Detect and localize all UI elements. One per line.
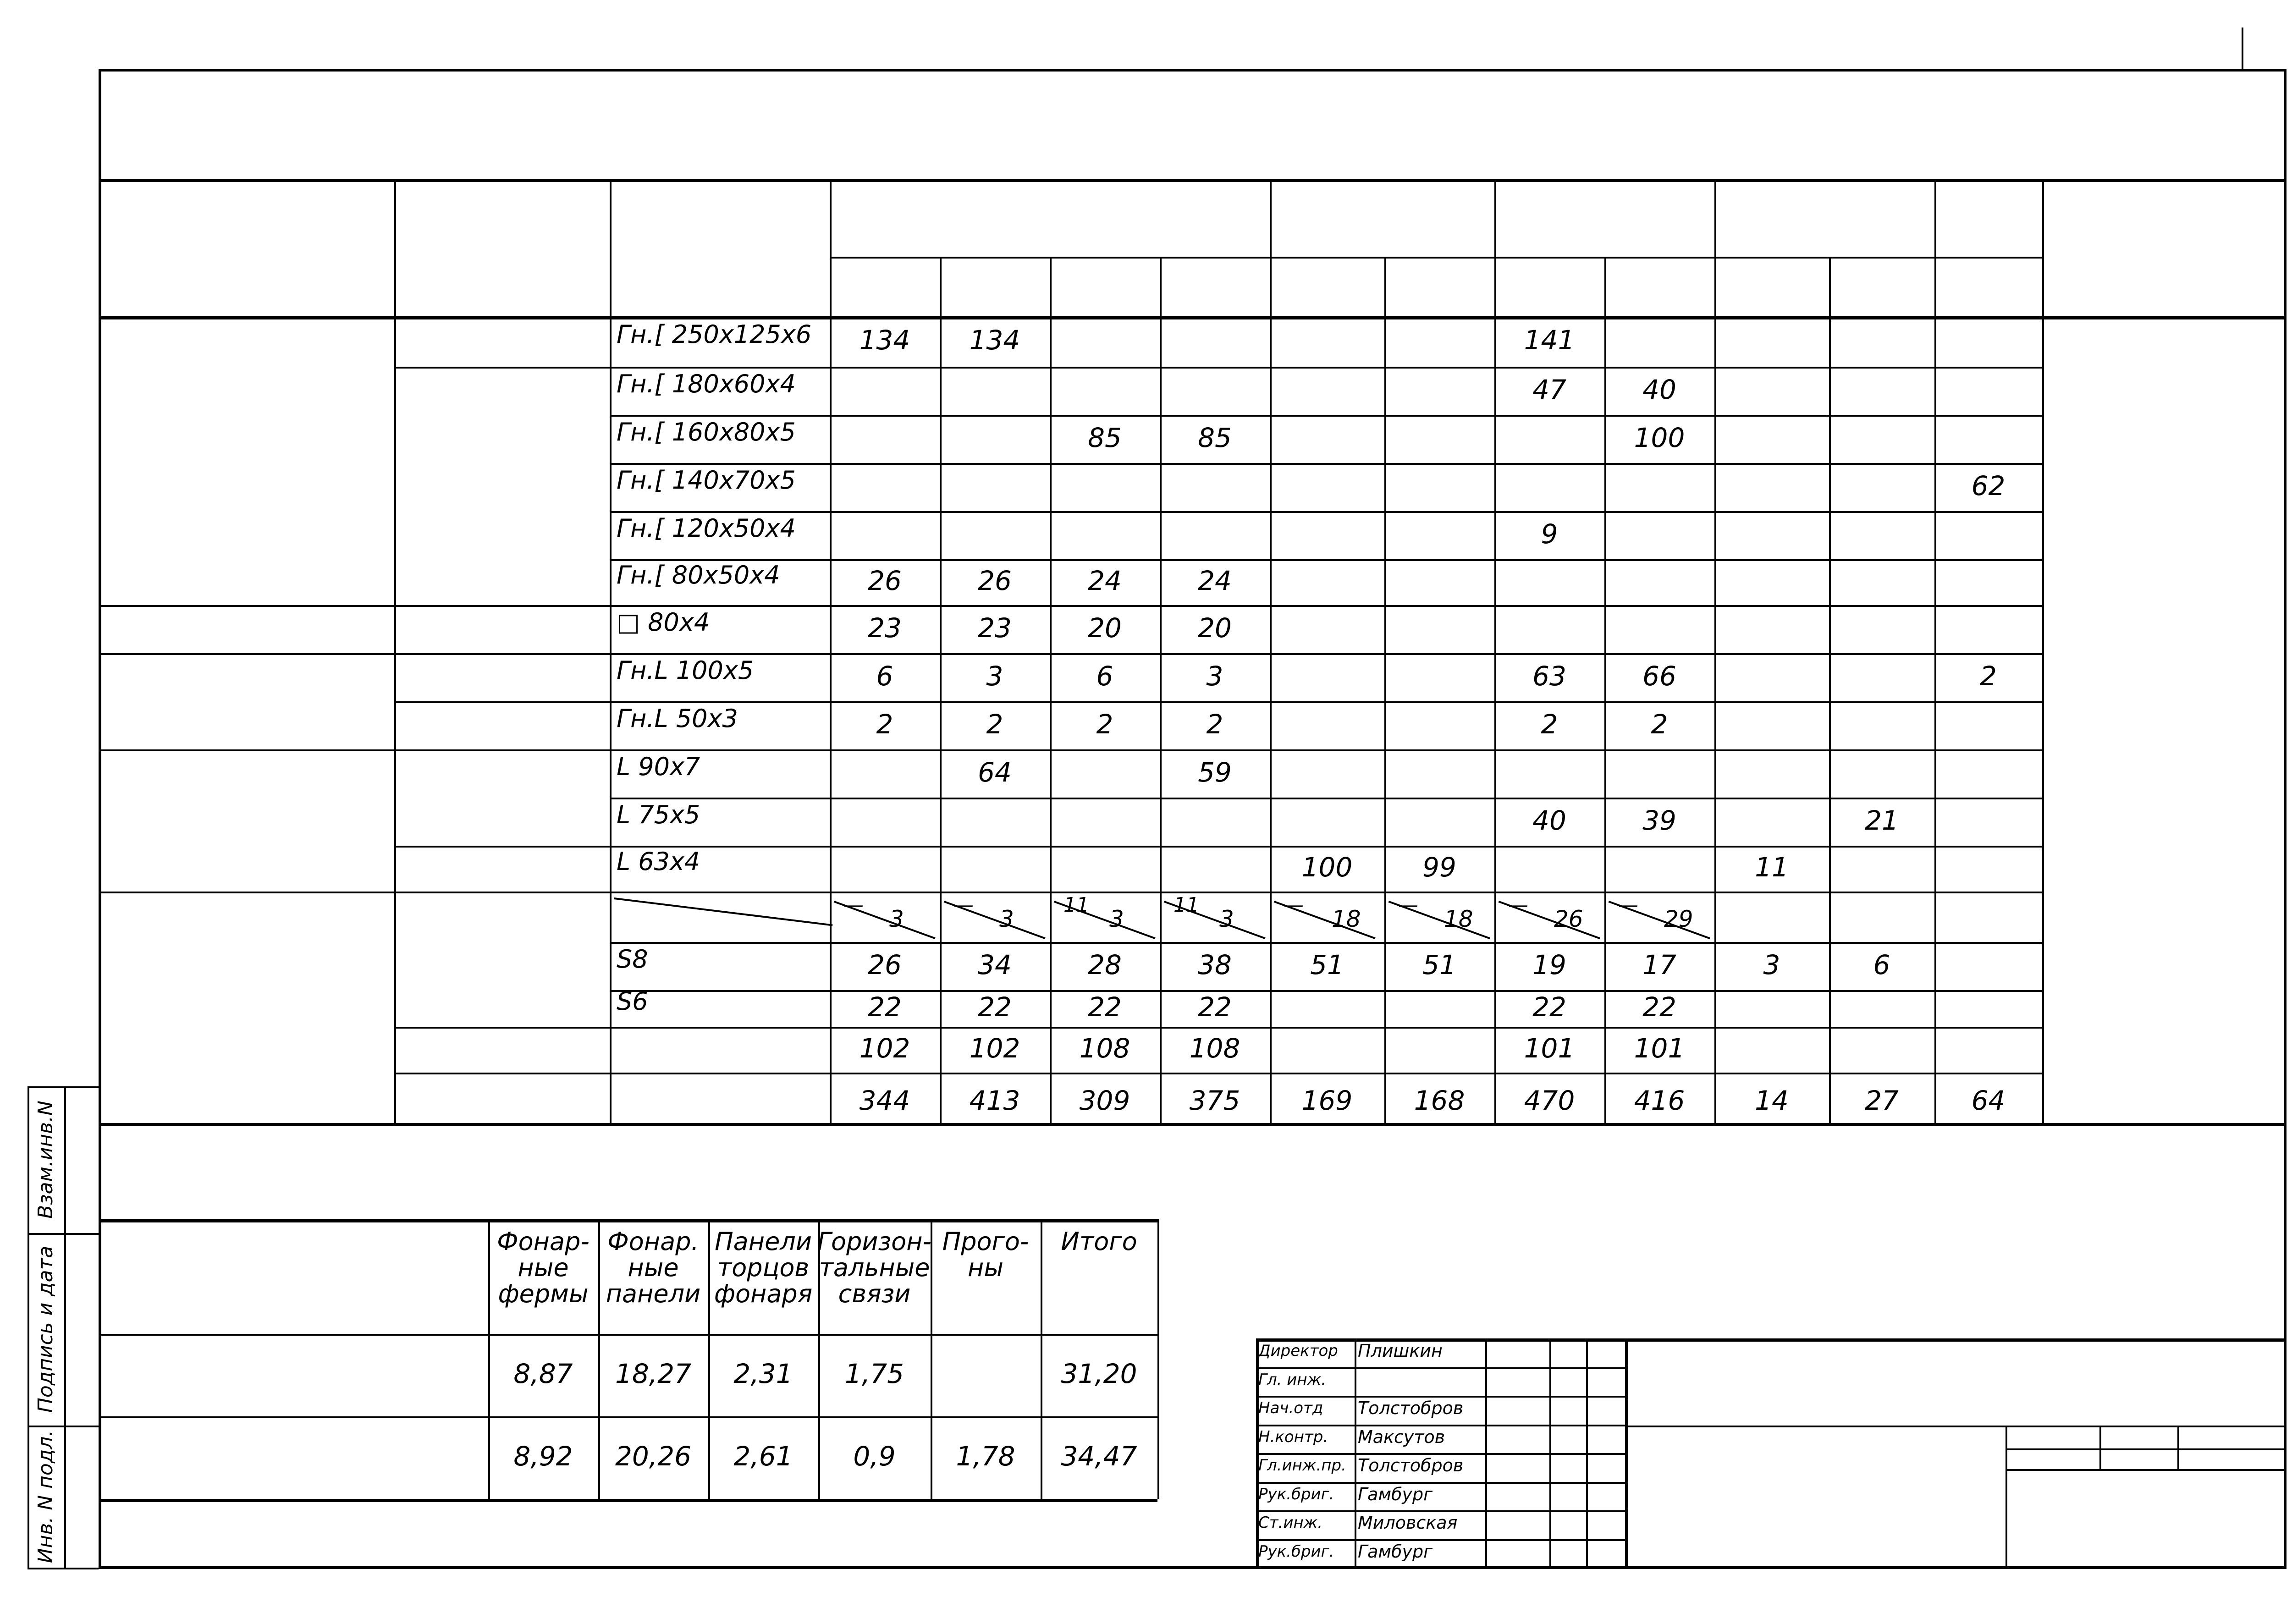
spec-vline-sub-2 — [1160, 257, 1162, 1123]
spec-vline-main-2 — [830, 179, 832, 1123]
spec-vline-sub-1 — [1050, 257, 1052, 1123]
spec-vline-sub-4 — [1714, 257, 1716, 1123]
corner-tick — [2242, 28, 2243, 69]
side-strip-bottom — [28, 1568, 99, 1569]
value-cell: 3 — [1763, 949, 1780, 980]
value-cell: 23 — [978, 612, 1012, 644]
stamp-role: Нач.отд — [1258, 1399, 1323, 1417]
s20-mark: — — [1398, 893, 1418, 917]
rashod-col-header: Панели торцов фонаря — [714, 1227, 813, 1309]
value-cell: 40 — [1532, 804, 1566, 836]
spec-vline-ff-0 — [1270, 257, 1272, 1123]
profile-cell: Гн.[ 160х80х5 — [617, 417, 796, 446]
value-cell: 108 — [1079, 1033, 1130, 1064]
spec-vline-sub-3 — [1494, 257, 1496, 1123]
profile-cell: L 90х7 — [617, 752, 700, 781]
profile-cell: Гн.L 50х3 — [617, 704, 738, 733]
stamp-row-line — [1256, 1396, 1625, 1398]
value-cell: 22 — [1198, 991, 1232, 1023]
itogo-cell: 14 — [1755, 1085, 1789, 1116]
spec-subheader-line — [830, 257, 2042, 259]
spec-row-line-14 — [610, 1027, 2042, 1029]
s20-mark: — — [1508, 893, 1528, 917]
stamp-role: Рук.бриг. — [1258, 1542, 1334, 1561]
value-cell: 29 — [1664, 906, 1693, 932]
rashod-value: 20,26 — [615, 1441, 692, 1472]
value-cell: 23 — [868, 612, 902, 644]
value-cell: 24 — [1088, 565, 1122, 596]
spec-body-top-line — [99, 316, 2286, 319]
value-cell: 40 — [1642, 374, 1676, 405]
drawing-frame — [99, 69, 2286, 1569]
stamp-row-line — [1256, 1367, 1625, 1369]
rashod-vline-6 — [1157, 1219, 1159, 1499]
stamp-role: Директор — [1258, 1342, 1338, 1360]
rashod-vline-2 — [708, 1219, 710, 1499]
value-cell: 22 — [868, 991, 902, 1023]
value-cell: 62 — [1971, 470, 2006, 501]
spec-mark-line-1 — [394, 701, 610, 703]
value-cell: 3 — [999, 906, 1014, 932]
value-cell: 6 — [1873, 949, 1890, 980]
s20-mark: — — [1284, 893, 1304, 917]
spec-vline-top-1 — [1494, 179, 1496, 257]
rashod-value: 8,92 — [513, 1441, 573, 1472]
profile-cell: Гн.L 100х5 — [617, 655, 754, 685]
itogo-cell: 416 — [1634, 1085, 1685, 1116]
stamp-stadia-line — [2006, 1448, 2286, 1450]
spec-vline-main-0 — [394, 179, 396, 1123]
value-cell: 85 — [1198, 422, 1232, 453]
value-cell: 101 — [1524, 1033, 1575, 1064]
value-cell: 26 — [868, 565, 902, 596]
spec-row-line-0 — [610, 367, 2042, 369]
spec-group-line-2 — [99, 749, 610, 751]
spec-vline-mid-0 — [1384, 257, 1386, 1123]
rashod-value: 18,27 — [615, 1358, 692, 1389]
spec-row-line-10 — [610, 846, 2042, 848]
value-cell: 3 — [1219, 906, 1234, 932]
value-cell: 100 — [1301, 852, 1353, 883]
spec-vline-sub-5 — [1934, 257, 1936, 1123]
profile-cell: Гн.[ 140х70х5 — [617, 465, 796, 495]
itogo-cell: 344 — [859, 1085, 910, 1116]
value-cell: 20 — [1088, 612, 1122, 644]
spec-row-line-5 — [610, 605, 2042, 607]
spec-vline-top-3 — [1934, 179, 1936, 257]
stamp-name: Гамбург — [1358, 1484, 1433, 1504]
side-label-podpis: Подпись и дата — [34, 1245, 57, 1413]
value-cell: 2 — [876, 708, 893, 740]
rashod-col-header: Горизон- тальные связи — [817, 1227, 932, 1309]
spec-vline-main-3 — [2042, 179, 2044, 1123]
value-cell: 26 — [1554, 906, 1583, 932]
value-cell: 63 — [1532, 660, 1566, 692]
rashod-value: 0,9 — [853, 1441, 896, 1472]
profile-cell: Гн.[ 250х125х6 — [617, 320, 812, 349]
stamp-v-3 — [2177, 1426, 2179, 1469]
spec-row-line-8 — [610, 749, 2042, 751]
spec-group-line-3 — [99, 892, 610, 893]
rashod-value: 2,61 — [733, 1441, 793, 1472]
spec-vline-mid-1 — [1604, 257, 1606, 1123]
spec-bottom-line — [99, 1123, 2286, 1126]
side-strip-top — [28, 1086, 99, 1088]
value-cell: 24 — [1198, 565, 1232, 596]
stamp-role: Н.контр. — [1258, 1427, 1328, 1446]
title-underline — [99, 179, 2286, 182]
value-cell: 108 — [1189, 1033, 1240, 1064]
value-cell: 64 — [978, 756, 1012, 788]
value-cell: 22 — [1088, 991, 1122, 1023]
value-cell: 11 — [1755, 852, 1789, 883]
stamp-org-line — [2006, 1469, 2286, 1471]
side-strip-mid — [64, 1086, 66, 1568]
rashod-vline-5 — [1041, 1219, 1042, 1499]
value-cell: 38 — [1198, 949, 1232, 980]
s20-mark: — — [843, 893, 864, 917]
spec-group-line-0 — [99, 605, 610, 607]
stamp-row-line — [1256, 1453, 1625, 1455]
value-cell: 26 — [868, 949, 902, 980]
rashod-row-line-0 — [99, 1334, 1157, 1336]
side-strip-line — [28, 1086, 29, 1568]
stamp-sep-line — [1625, 1338, 1628, 1568]
itogo-cell: 470 — [1524, 1085, 1575, 1116]
value-cell: 18 — [1444, 906, 1473, 932]
spec-row-line-1 — [610, 415, 2042, 417]
spec-group-line-1 — [99, 653, 610, 655]
spec-mark-line-0 — [394, 367, 610, 369]
rashod-col-header: Итого — [1061, 1227, 1137, 1256]
side-label-vzam: Взам.инв.N — [34, 1101, 57, 1219]
value-cell: 99 — [1422, 852, 1456, 883]
value-cell: 2 — [1206, 708, 1223, 740]
spec-row-line-2 — [610, 463, 2042, 465]
value-cell: 6 — [1096, 660, 1113, 692]
rashod-col-header: Прого- ны — [942, 1227, 1029, 1283]
itogo-cell: 375 — [1189, 1085, 1240, 1116]
rashod-row-line-1 — [99, 1416, 1157, 1418]
value-cell: 134 — [969, 325, 1020, 356]
spec-row-line-9 — [610, 798, 2042, 799]
stamp-row-line — [1256, 1510, 1625, 1512]
stamp-role: Рук.бриг. — [1258, 1485, 1334, 1503]
stamp-name: Гамбург — [1358, 1541, 1433, 1562]
value-cell: 3 — [1206, 660, 1223, 692]
value-cell: 3 — [889, 906, 904, 932]
profile-cell: S6 — [617, 987, 648, 1016]
profile-cell: Гн.[ 180х60х4 — [617, 369, 796, 398]
stamp-row-line — [1256, 1425, 1625, 1426]
spec-row-line-4 — [610, 559, 2042, 561]
spec-vline-sub-0 — [940, 257, 942, 1123]
value-cell: 22 — [1532, 991, 1566, 1023]
spec-row-line-13 — [610, 990, 2042, 992]
spec-vline-top-0 — [1270, 179, 1272, 257]
spec-vline-top-2 — [1714, 179, 1716, 257]
rashod-vline-0 — [488, 1219, 490, 1499]
profile-cell: S8 — [617, 944, 648, 974]
spec-mark-line-4 — [394, 1073, 610, 1074]
rashod-value: 8,87 — [513, 1358, 573, 1389]
stamp-name: Максутов — [1358, 1426, 1445, 1447]
spec-vline-mid-2 — [1829, 257, 1831, 1123]
rashod-value: 1,75 — [844, 1358, 904, 1389]
value-cell: 22 — [978, 991, 1012, 1023]
itogo-cell: 168 — [1414, 1085, 1465, 1116]
rashod-value: 2,31 — [733, 1358, 793, 1389]
value-cell: 51 — [1310, 949, 1344, 980]
rashod-vline-1 — [598, 1219, 600, 1499]
profile-cell: Гн.[ 80х50х4 — [617, 561, 780, 589]
spec-row-line-7 — [610, 701, 2042, 703]
value-cell: 47 — [1532, 374, 1566, 405]
s20-mark: 11 — [1174, 893, 1199, 917]
rashod-value: 34,47 — [1061, 1441, 1137, 1472]
spec-row-line-12 — [610, 942, 2042, 944]
value-cell: 2 — [1096, 708, 1113, 740]
itogo-cell: 64 — [1971, 1085, 2006, 1116]
profile-cell: L 63х4 — [617, 847, 700, 876]
stamp-name: Толстобров — [1358, 1455, 1464, 1475]
value-cell: 20 — [1198, 612, 1232, 644]
side-strip-div-1 — [28, 1233, 99, 1235]
stamp-v-2 — [2099, 1426, 2101, 1469]
profile-cell: Гн.[ 120х50х4 — [617, 513, 796, 543]
side-label-inv: Инв. N подл. — [34, 1430, 57, 1563]
value-cell: 51 — [1422, 949, 1456, 980]
spec-row-line-3 — [610, 511, 2042, 513]
value-cell: 66 — [1642, 660, 1676, 692]
value-cell: 2 — [1980, 660, 1997, 692]
stamp-row-line — [1256, 1482, 1625, 1484]
value-cell: 34 — [978, 949, 1012, 980]
stamp-mid-line — [1625, 1426, 2286, 1427]
stamp-row-line — [1256, 1539, 1625, 1541]
rashod-value: 1,78 — [956, 1441, 1015, 1472]
spec-mark-line-2 — [394, 846, 610, 848]
value-cell: 2 — [1651, 708, 1668, 740]
spec-vline-main-1 — [610, 179, 612, 1123]
value-cell: 3 — [986, 660, 1003, 692]
itogo-cell: 27 — [1865, 1085, 1899, 1116]
s20-mark: 11 — [1063, 893, 1089, 917]
spec-row-line-15 — [610, 1073, 2042, 1074]
value-cell: 19 — [1532, 949, 1566, 980]
side-strip-div-2 — [28, 1426, 99, 1427]
rashod-bottom-line — [99, 1499, 1157, 1502]
itogo-cell: 309 — [1079, 1085, 1130, 1116]
value-cell: 100 — [1634, 422, 1685, 453]
value-cell: 85 — [1088, 422, 1122, 453]
value-cell: 102 — [859, 1033, 910, 1064]
value-cell: 102 — [969, 1033, 1020, 1064]
stamp-role: Гл. инж. — [1258, 1370, 1327, 1389]
rashod-col-header: Фонар- ные фермы — [497, 1227, 590, 1309]
itogo-cell: 169 — [1301, 1085, 1353, 1116]
s20-mark: — — [1618, 893, 1638, 917]
stamp-name: Толстобров — [1358, 1398, 1464, 1418]
value-cell: 17 — [1642, 949, 1676, 980]
value-cell: 26 — [978, 565, 1012, 596]
profile-cell: L 75х5 — [617, 800, 700, 829]
stamp-name: Миловская — [1358, 1513, 1458, 1533]
stamp-v-1 — [2006, 1426, 2007, 1568]
value-cell: 3 — [1109, 906, 1124, 932]
spec-mark-line-3 — [394, 1027, 610, 1029]
value-cell: 28 — [1088, 949, 1122, 980]
spec-row-line-11 — [610, 892, 2042, 893]
value-cell: 22 — [1642, 991, 1676, 1023]
value-cell: 21 — [1865, 804, 1899, 836]
rashod-col-header: Фонар. ные панели — [606, 1227, 701, 1309]
value-cell: 6 — [876, 660, 893, 692]
rashod-value: 31,20 — [1061, 1358, 1137, 1389]
value-cell: 101 — [1634, 1033, 1685, 1064]
value-cell: 2 — [986, 708, 1003, 740]
value-cell: 39 — [1642, 804, 1676, 836]
value-cell: 2 — [1541, 708, 1558, 740]
value-cell: 134 — [859, 325, 910, 356]
spec-row-line-6 — [610, 653, 2042, 655]
profile-cell: □ 80х4 — [617, 607, 710, 637]
rashod-top-line — [99, 1219, 1157, 1222]
stamp-role: Ст.инж. — [1258, 1514, 1323, 1532]
value-cell: 59 — [1198, 756, 1232, 788]
stamp-role: Гл.инж.пр. — [1258, 1456, 1346, 1475]
s20-mark: — — [953, 893, 974, 917]
value-cell: 141 — [1524, 325, 1575, 356]
itogo-cell: 413 — [969, 1085, 1020, 1116]
value-cell: 18 — [1332, 906, 1361, 932]
value-cell: 9 — [1541, 518, 1558, 550]
stamp-name: Плишкин — [1358, 1341, 1443, 1361]
